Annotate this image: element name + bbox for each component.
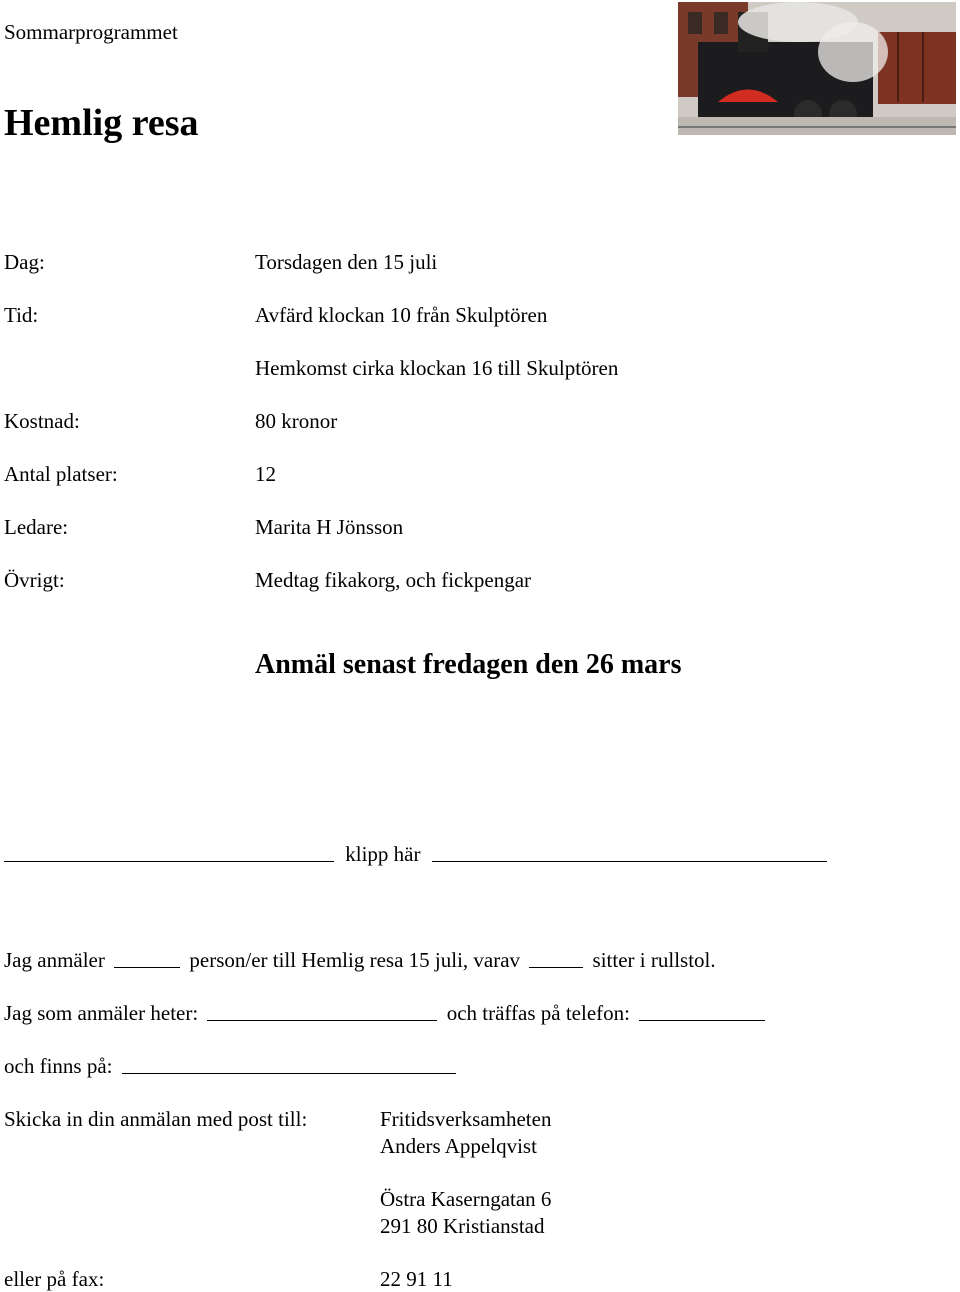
deadline-heading: Anmäl senast fredagen den 26 mars: [255, 649, 682, 680]
name-field[interactable]: [207, 1020, 437, 1021]
kostnad-value: 80 kronor: [255, 409, 338, 433]
ovrigt-value: Medtag fikakorg, och fickpengar: [255, 568, 532, 592]
form-line-3: [4, 1056, 460, 1077]
form-line1-text-a: Jag anmäler: [4, 948, 105, 972]
platser-label: Antal platser:: [4, 462, 118, 486]
phone-field[interactable]: [639, 1020, 765, 1021]
fax-number: 22 91 11: [380, 1267, 453, 1291]
dag-value: Torsdagen den 15 juli: [255, 250, 438, 274]
tid-return: Hemkomst cirka klockan 16 till Skulptören: [255, 356, 619, 380]
form-line3-text-a: och finns på:: [4, 1054, 113, 1078]
form-line-1: [4, 950, 716, 971]
mail-org: Fritidsverksamheten: [380, 1107, 552, 1131]
form-line1-text-b: person/er till Hemlig resa 15 juli, varav: [189, 948, 521, 972]
mail-street: Östra Kaserngatan 6: [380, 1187, 552, 1211]
dag-label: Dag:: [4, 250, 45, 274]
mail-label: Skicka in din anmälan med post till:: [4, 1107, 308, 1131]
cut-line-right: [432, 861, 827, 862]
form-line1-text-c: sitter i rullstol.: [592, 948, 716, 972]
platser-value: 12: [255, 462, 276, 486]
steam-locomotive-photo: [678, 2, 956, 135]
ledare-value: Marita H Jönsson: [255, 515, 404, 539]
cut-line: [4, 844, 827, 865]
mail-city: 291 80 Kristianstad: [380, 1214, 545, 1238]
tid-label: Tid:: [4, 303, 39, 327]
tid-departure: Avfärd klockan 10 från Skulptören: [255, 303, 548, 327]
cut-line-label: klipp här: [345, 842, 421, 866]
ledare-label: Ledare:: [4, 515, 69, 539]
program-name: Sommarprogrammet: [4, 20, 178, 44]
cut-line-left: [4, 861, 334, 862]
mail-name: Anders Appelqvist: [380, 1134, 537, 1158]
page-title: Hemlig resa: [4, 102, 199, 144]
persons-count-field[interactable]: [114, 967, 180, 968]
ovrigt-label: Övrigt:: [4, 568, 65, 592]
form-line-2: [4, 1003, 769, 1024]
address-field[interactable]: [122, 1073, 456, 1074]
fax-label: eller på fax:: [4, 1267, 105, 1291]
wheelchair-count-field[interactable]: [529, 967, 583, 968]
form-line2-text-b: och träffas på telefon:: [446, 1001, 630, 1025]
form-line2-text-a: Jag som anmäler heter:: [4, 1001, 199, 1025]
kostnad-label: Kostnad:: [4, 409, 80, 433]
